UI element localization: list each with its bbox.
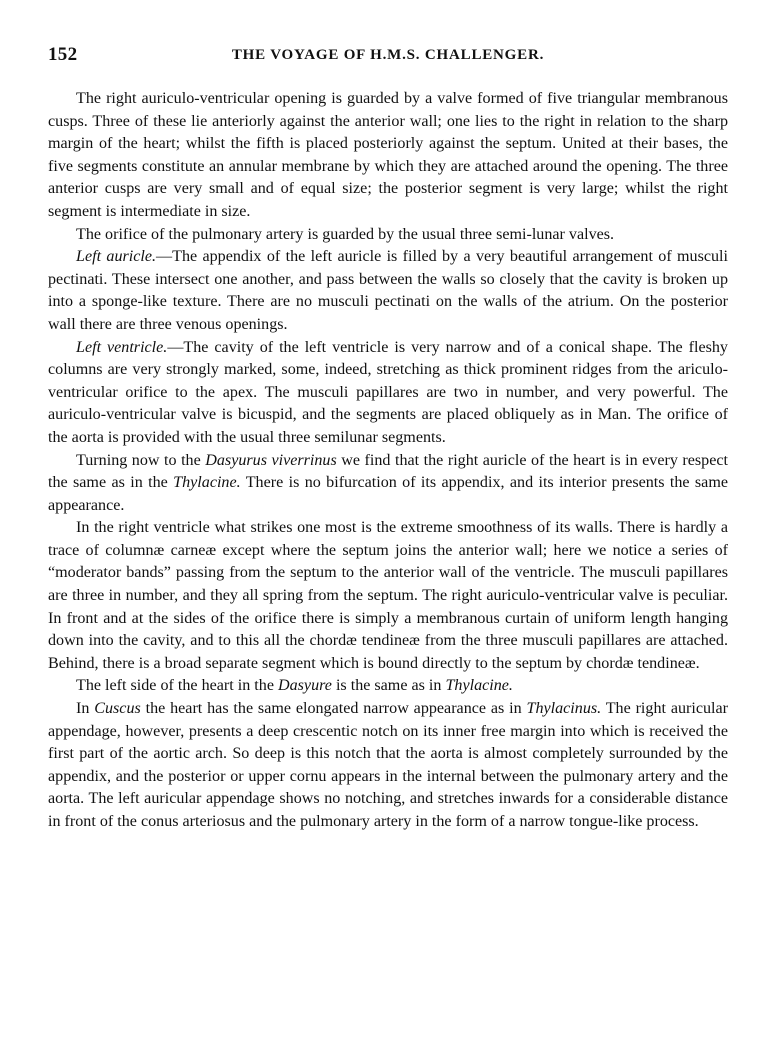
species-name: Thylacinus. [526, 700, 602, 718]
species-name: Dasyurus viverrinus [205, 451, 337, 469]
running-head [48, 44, 728, 68]
paragraph-text: is the same as in [331, 677, 446, 695]
paragraph-text: The right auriculo-ventricular opening is guarded by a valve formed of five triangular membranous cusps. Three of these lie anteriorly against the anterior wall; one lies to the right in relation to the sharp margin of the heart; whilst the fifth is placed posteriorly against the septum. United at their bases, the five segments constitute an annular membrane by which they are attached around the opening. The three anterior cusps are very small and of equal size; the posterior segment is very large; whilst the right segment is intermediate in size. [48, 90, 728, 220]
paragraph-pulmonary-orifice [48, 224, 728, 247]
paragraph-right-ventricle [48, 517, 728, 675]
paragraph-cuscus [48, 698, 728, 834]
body-text [48, 88, 728, 834]
paragraph-text: —The cavity of the left ventricle is very narrow and of a conical shape. The fleshy columns are very strongly marked, some, indeed, stretching as thick prominent ridges from the ariculo-ventricular orifice to the apex. The musculi papillares are two in number, and very powerful. The auriculo-ventricular valve is bicuspid, and the segments are placed obliquely as in Man. The orifice of the aorta is provided with the usual three semilunar segments. [48, 338, 728, 446]
running-title: THE VOYAGE OF H.M.S. CHALLENGER. [231, 47, 545, 63]
paragraph-text: The right auricular appendage, however, presents a deep crescentic notch on its inner free margin into which is received the first part of the aortic arch. So deep is this notch that the aorta is almost completely surrounded by the appendix, and the posterior or upper cornu appears in the internal between the pulmonary artery and the aorta. The left auricular appendage shows no notching, and stretches inwards for a considerable distance in front of the conus arteriosus and the pulmonary artery in the form of a narrow tongue-like process. [48, 700, 729, 830]
species-name: Dasyure [278, 677, 332, 695]
paragraph-text: The orifice of the pulmonary artery is guarded by the usual three semi-lunar valves. [76, 225, 615, 243]
section-heading: Left ventricle. [76, 338, 168, 356]
paragraph-text: The left side of the heart in the [76, 677, 278, 695]
paragraph-text: There is no bifurcation of its appendix, and its interior presents the same appearance. [48, 474, 728, 514]
species-name: Thylacine. [445, 677, 513, 695]
paragraph-text: In [76, 700, 95, 718]
paragraph-text: we find that the right auricle of the heart is in every respect the same as in the [48, 451, 728, 492]
paragraph-text: —The appendix of the left auricle is filled by a very beautiful arrangement of musculi pectinati. These intersect one another, and pass between the walls so closely that the cavity is broken up into a sponge-like texture. There are no musculi pectinati on the walls of the atrium. On the posterior wall there are three venous openings. [48, 248, 729, 333]
paragraph-right-av-valve [48, 88, 728, 224]
paragraph-left-auricle [48, 246, 728, 336]
page-number: 152 [48, 44, 78, 65]
section-heading: Left auricle. [76, 248, 157, 266]
paragraph-left-ventricle [48, 337, 728, 450]
species-name: Thylacine. [173, 474, 241, 492]
paragraph-text: Turning now to the [76, 451, 206, 469]
species-name: Cuscus [94, 700, 141, 718]
paragraph-text: In the right ventricle what strikes one most is the extreme smoothness of its walls. There is hardly a trace of columnæ carneæ except where the septum joins the anterior wall; here we notice a series of “moderator bands” passing from the septum to the anterior wall of the ventricle. The musculi papillares are three in number, and they all spring from the septum. The right auriculo-ventricular valve is peculiar. In front and at the sides of the orifice there is simply a membranous curtain of uniform length hanging down into the cavity, and to this all the chordæ tendineæ from the three musculi papillares are attached. Behind, there is a broad separate segment which is bound directly to the septum by chordæ tendineæ. [48, 519, 728, 672]
paragraph-text: the heart has the same elongated narrow appearance as in [140, 700, 527, 718]
paragraph-dasyurus [48, 450, 728, 518]
paragraph-dasyure-left-side [48, 675, 728, 698]
